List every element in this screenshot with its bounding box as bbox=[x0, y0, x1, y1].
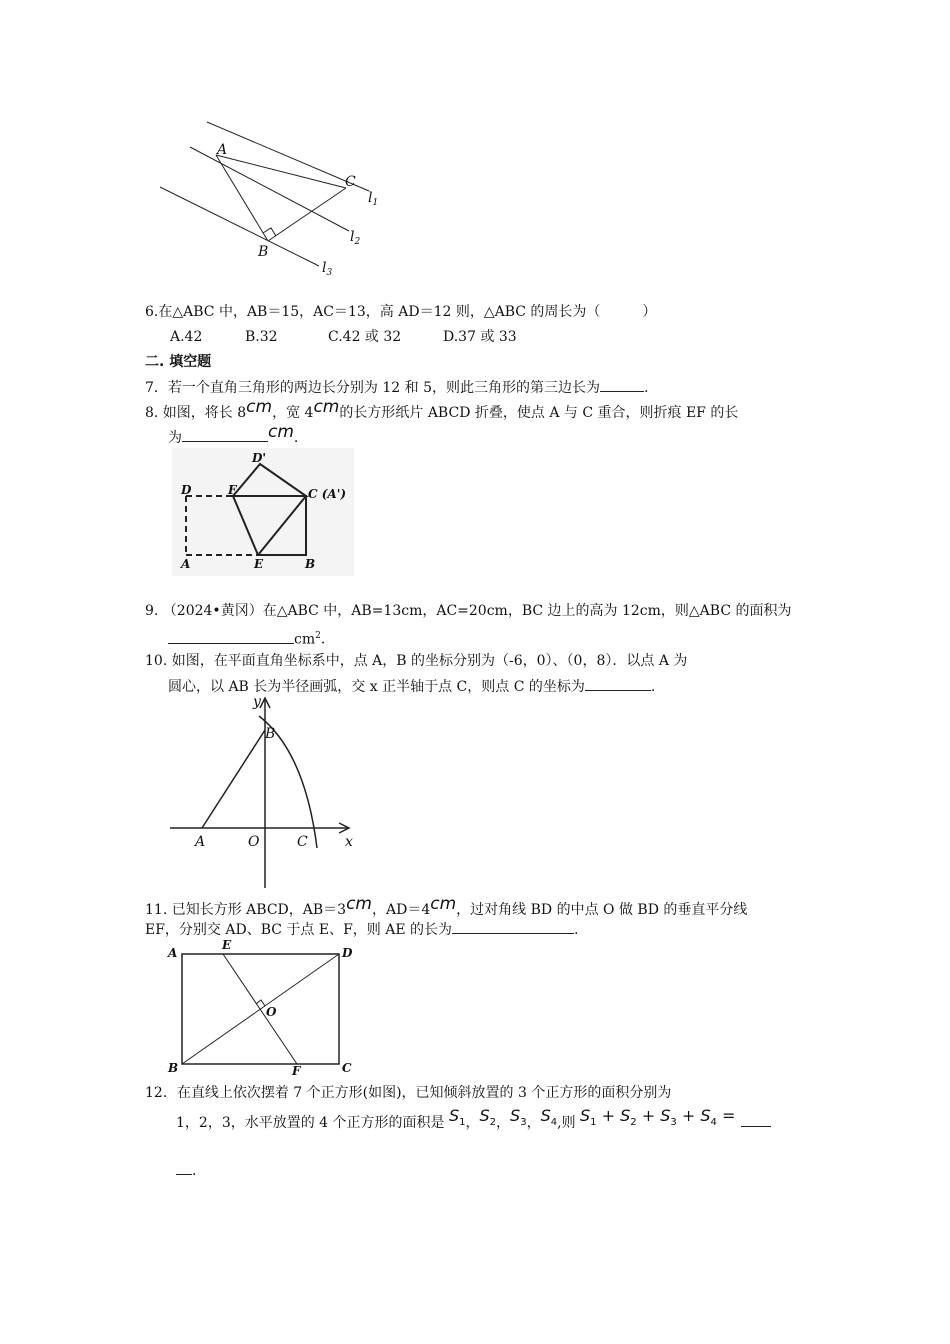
question-10-line1: 10. 如图，在平面直角坐标系中，点 A，B 的坐标分别为（-6，0）、（0，8）．以点 A 为 bbox=[145, 653, 688, 669]
question-8-line2 bbox=[168, 422, 299, 448]
question-8-part4: 为 bbox=[168, 430, 182, 446]
label-B: B bbox=[168, 1061, 179, 1075]
label-B: B bbox=[305, 557, 316, 571]
question-12-end: . bbox=[192, 1163, 197, 1179]
question-6-option-d: D.37 或 33 bbox=[443, 329, 517, 345]
fold-figure bbox=[172, 448, 354, 576]
label-F: F bbox=[292, 1064, 301, 1078]
question-11-part2: ，AD＝4 bbox=[372, 902, 431, 918]
label-A: A bbox=[217, 142, 228, 158]
question-8-part1: 8. 如图，将长 8 bbox=[145, 405, 247, 421]
unit-cm: cm bbox=[313, 397, 340, 417]
question-10-text: 圆心，以 AB 长为半径画弧，交 x 正半轴于点 C，则点 C 的坐标为 bbox=[168, 679, 585, 695]
parallel-lines-figure bbox=[150, 115, 410, 280]
label-D1: D' bbox=[252, 451, 267, 465]
symbol-S4: $S_4$ bbox=[540, 1106, 558, 1129]
question-7 bbox=[145, 377, 648, 398]
question-6-stem: 6.在△ABC 中，AB＝15，AC＝13，高 AD＝12 则，△ABC 的周长为（ ） bbox=[145, 304, 657, 320]
label-A: A bbox=[195, 834, 206, 850]
question-12-line1: 12．在直线上依次摆着 7 个正方形(如图)，已知倾斜放置的 3 个正方形的面积分别为 bbox=[145, 1085, 672, 1101]
label-C-Aprime: C (A') bbox=[308, 487, 347, 501]
line-l2 bbox=[190, 147, 349, 231]
question-7-text: 7．若一个直角三角形的两边长分别为 12 和 5，则此三角形的第三边长为 bbox=[145, 380, 600, 396]
question-6-option-a: A.42 bbox=[170, 329, 203, 345]
label-E: E bbox=[254, 557, 264, 571]
question-9-end: . bbox=[320, 631, 326, 648]
crease-EC bbox=[258, 496, 306, 555]
question-9-unit: cm bbox=[294, 631, 316, 648]
coordinate-figure bbox=[165, 692, 365, 892]
question-8-part2: ，宽 4 bbox=[272, 405, 314, 421]
unit-cm: cm bbox=[430, 894, 457, 914]
question-12-then: 则 bbox=[561, 1115, 576, 1131]
quad-FECB bbox=[233, 496, 306, 555]
symbol-S2: $S_2$ bbox=[479, 1106, 497, 1129]
label-C: C bbox=[342, 1061, 352, 1075]
label-B: B bbox=[258, 244, 269, 260]
answer-blank-9[interactable] bbox=[168, 629, 294, 644]
perpendicular-EF bbox=[223, 954, 297, 1064]
question-11-text: EF，分别交 AD、BC 于点 E、F，则 AE 的长为 bbox=[145, 922, 453, 938]
label-l2: $l_2$ bbox=[350, 229, 361, 247]
question-11-part3: ，过对角线 BD 的中点 O 做 BD 的垂直平分线 bbox=[456, 902, 748, 918]
section-heading: 二. 填空题 bbox=[145, 354, 212, 370]
rectangle-figure bbox=[165, 938, 365, 1078]
question-12-line3 bbox=[176, 1160, 196, 1181]
question-6-option-c: C.42 或 32 bbox=[328, 329, 402, 345]
label-D: D bbox=[342, 946, 353, 960]
right-angle-mark bbox=[263, 228, 276, 236]
symbol-S3: $S_3$ bbox=[510, 1106, 527, 1129]
question-8-end: . bbox=[293, 430, 299, 446]
unit-cm: cm bbox=[268, 422, 294, 442]
label-O: O bbox=[266, 1005, 277, 1019]
label-F: F bbox=[228, 483, 237, 497]
symbol-S1: $S_1$ bbox=[448, 1106, 466, 1129]
label-E: E bbox=[222, 938, 232, 952]
line-l3 bbox=[160, 187, 319, 266]
answer-blank-11[interactable] bbox=[452, 919, 574, 934]
question-11-line1 bbox=[145, 894, 748, 920]
segment-AB bbox=[202, 730, 265, 828]
label-D: D bbox=[181, 483, 192, 497]
question-11-end: . bbox=[574, 922, 579, 938]
label-l1: $l_1$ bbox=[368, 190, 379, 208]
answer-blank-12a[interactable] bbox=[741, 1112, 771, 1127]
label-C: C bbox=[345, 174, 356, 190]
question-12-line2: 1，2，3，水平放置的 4 个正方形的面积是 $S_1$，$S_2$，$S_3$，$S_4$,则 $S_1 + S_2 + S_3 + S_4$ = bbox=[176, 1112, 771, 1139]
question-9-unit-exponent: 2 bbox=[315, 631, 321, 641]
flap-FD1C bbox=[233, 464, 306, 496]
label-A: A bbox=[168, 946, 178, 960]
label-C: C bbox=[297, 834, 308, 850]
label-A: A bbox=[181, 557, 191, 571]
question-10-end: . bbox=[650, 679, 656, 695]
segment-BC bbox=[268, 188, 346, 241]
question-11-part1: 11. 已知长方形 ABCD，AB＝3 bbox=[145, 902, 347, 918]
label-O: O bbox=[248, 834, 260, 850]
unit-cm: cm bbox=[346, 894, 372, 914]
question-7-end: . bbox=[643, 380, 649, 396]
question-9-line2 bbox=[168, 626, 325, 650]
unit-cm: cm bbox=[246, 397, 273, 417]
answer-blank-10[interactable] bbox=[585, 676, 651, 691]
label-B: B bbox=[265, 726, 276, 742]
question-8-part3: 的长方形纸片 ABCD 折叠，使点 A 与 C 重合，则折痕 EF 的长 bbox=[339, 405, 739, 421]
answer-blank-7[interactable] bbox=[600, 377, 644, 392]
question-11-line2 bbox=[145, 919, 579, 940]
label-x: x bbox=[345, 834, 353, 850]
sum-expression: $S_1 + S_2 + S_3 + S_4$ = bbox=[580, 1106, 736, 1129]
label-l3: $l_3$ bbox=[322, 260, 333, 278]
answer-blank-12b[interactable] bbox=[176, 1160, 192, 1175]
question-9-line1: 9. （2024•黄冈）在△ABC 中，AB=13cm，AC=20cm，BC 边上的高为 12cm，则△ABC 的面积为 bbox=[145, 603, 792, 619]
question-8-line1 bbox=[145, 397, 739, 423]
label-y: y bbox=[253, 694, 261, 710]
question-6-option-b: B.32 bbox=[245, 329, 278, 345]
answer-blank-8[interactable] bbox=[182, 427, 268, 442]
question-12-text: 1，2，3，水平放置的 4 个正方形的面积是 bbox=[176, 1115, 445, 1131]
